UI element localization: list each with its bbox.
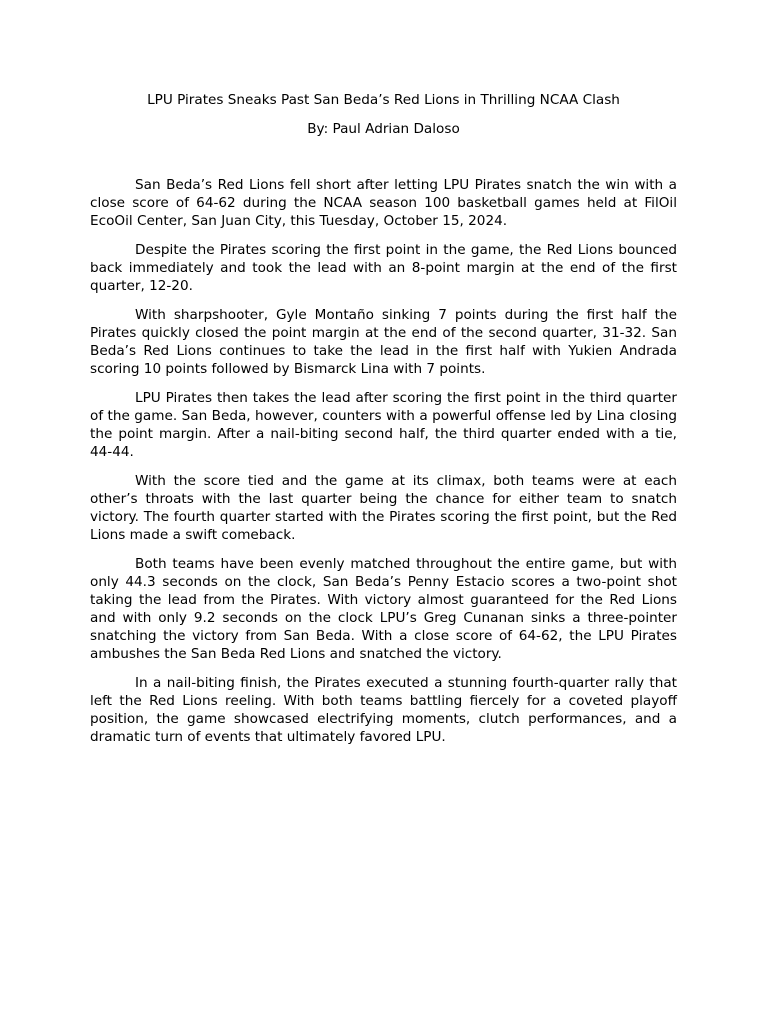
article-paragraph: Despite the Pirates scoring the first point in the game, the Red Lions bounced back immediately and took the lead with an 8-point margin at the end of the first quarter, 12-20. (90, 242, 677, 294)
article-byline: By: Paul Adrian Daloso (307, 121, 460, 137)
article-paragraph: With sharpshooter, Gyle Montaño sinking 7 points during the first half the Pirates quickly closed the point margin at the end of the second quarter, 31-32. San Beda’s Red Lions continues to take the lead in the first half with Yukien Andrada scoring 10 points followed by Bismarck Lina with 7 points. (90, 307, 677, 377)
document-page (90, 90, 677, 757)
article-paragraph: Both teams have been evenly matched throughout the entire game, but with only 44.3 seconds on the clock, San Beda’s Penny Estacio scores a two-point shot taking the lead from the Pirates. With victory almost guaranteed for the Red Lions and with only 9.2 seconds on the clock LPU’s Greg Cunanan sinks a three-pointer snatching the victory from San Beda. With a close score of 64-62, the LPU Pirates ambushes the San Beda Red Lions and snatched the victory. (90, 556, 677, 662)
article-paragraph: San Beda’s Red Lions fell short after letting LPU Pirates snatch the win with a close score of 64-62 during the NCAA season 100 basketball games held at FilOil EcoOil Center, San Juan City, this Tuesday, October 15, 2024. (90, 177, 677, 229)
article-body (90, 176, 677, 746)
article-paragraph: LPU Pirates then takes the lead after scoring the first point in the third quarter of the game. San Beda, however, counters with a powerful offense led by Lina closing the point margin. After a nail-biting second half, the third quarter ended with a tie, 44-44. (90, 390, 677, 460)
article-paragraph: With the score tied and the game at its climax, both teams were at each other’s throats with the last quarter being the chance for either team to snatch victory. The fourth quarter started with the Pirates scoring the first point, but the Red Lions made a swift comeback. (90, 473, 677, 543)
article-title: LPU Pirates Sneaks Past San Beda’s Red Lions in Thrilling NCAA Clash (147, 92, 620, 108)
article-paragraph: In a nail-biting finish, the Pirates executed a stunning fourth-quarter rally that left the Red Lions reeling. With both teams battling fiercely for a coveted playoff position, the game showcased electrifying moments, clutch performances, and a dramatic turn of events that ultimately favored LPU. (90, 675, 677, 745)
